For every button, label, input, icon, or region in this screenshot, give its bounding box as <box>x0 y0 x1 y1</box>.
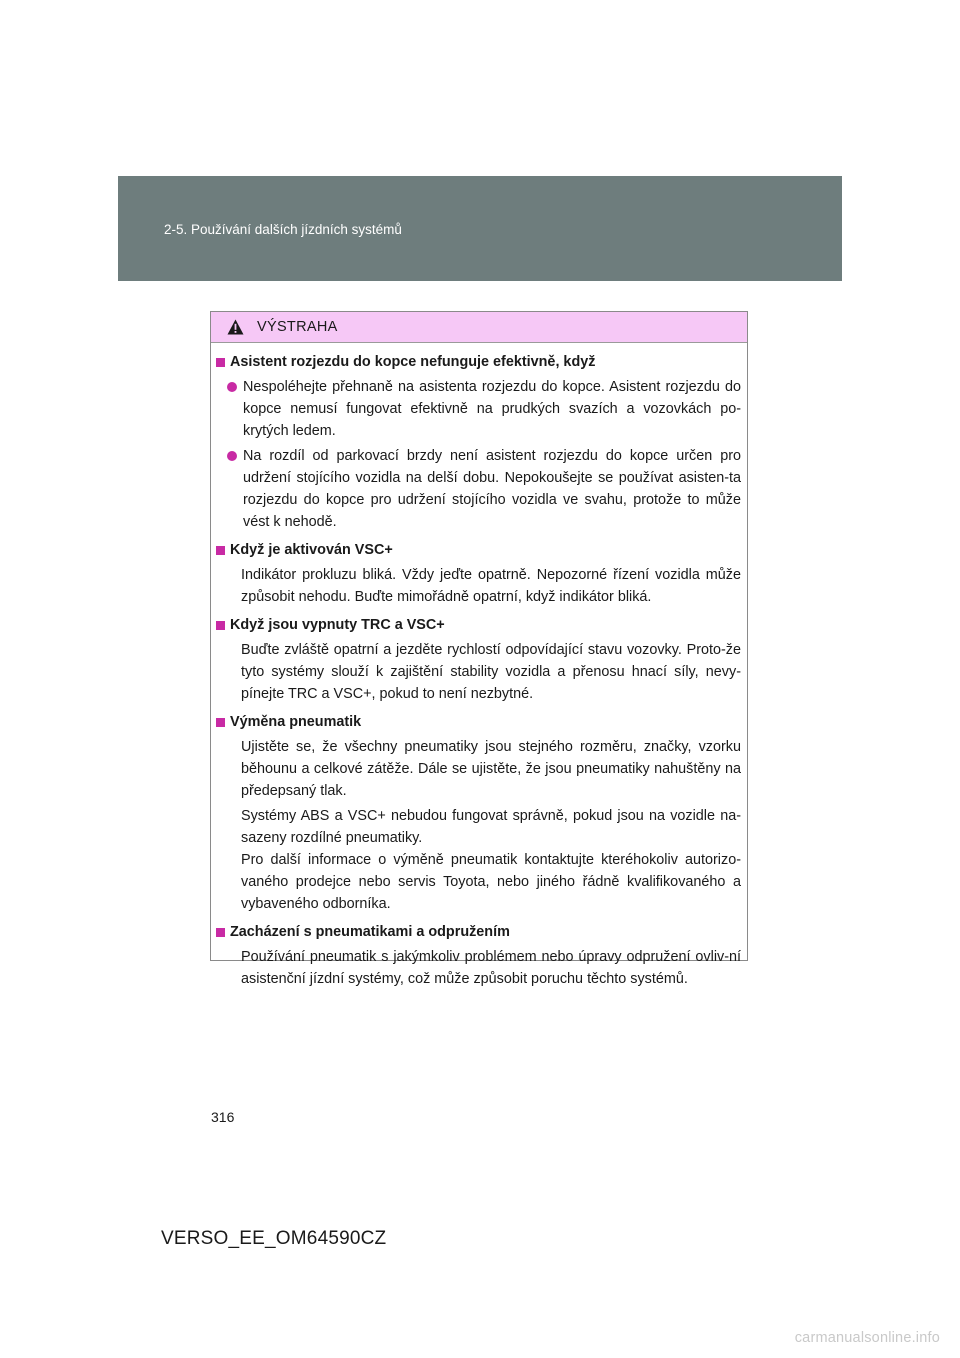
paragraph: Používání pneumatik s jakýmkoliv problémem nebo úpravy odpružení ovliv-ní asistenční jízdní systémy, což může způsobit poruchu těchto systémů. <box>241 949 741 987</box>
bullet-text: Na rozdíl od parkovací brzdy není asistent rozjezdu do kopce určen pro udržení stojícího vozidla na delší dobu. Nepokoušejte se používat asisten-ta rozjezdu do kopce pro udržení stojícího vozidla ve svahu, protože to může vést k nehodě. <box>243 448 741 530</box>
list-item <box>227 376 741 442</box>
section-heading: Když jsou vypnuty TRC a VSC+ <box>230 617 445 633</box>
round-bullet-icon <box>227 382 237 392</box>
square-bullet-icon <box>216 928 225 937</box>
footer-document-code: VERSO_EE_OM64590CZ <box>161 1228 387 1249</box>
round-bullet-icon <box>227 451 237 461</box>
square-bullet-icon <box>216 358 225 367</box>
square-bullet-icon <box>216 621 225 630</box>
warning-triangle-icon <box>227 319 244 335</box>
section-heading: Výměna pneumatik <box>230 714 362 730</box>
list-item <box>227 445 741 533</box>
bullet-text: Nespoléhejte přehnaně na asistenta rozjezdu do kopce. Asistent rozjezdu do kopce nemusí fungovat efektivně na prudkých svazích a vozovkách po-krytých ledem. <box>243 379 741 439</box>
watermark: carmanualsonline.info <box>794 1330 940 1346</box>
section-heading: Asistent rozjezdu do kopce nefunguje efektivně, když <box>230 354 596 370</box>
header-band <box>118 176 842 281</box>
warning-section-tire-replacement <box>216 712 741 915</box>
square-bullet-icon <box>216 718 225 727</box>
section-heading: Když je aktivován VSC+ <box>230 542 393 558</box>
warning-body <box>211 343 747 990</box>
warning-section-trc-vsc-off <box>216 615 741 705</box>
paragraph: Buďte zvláště opatrní a jezděte rychlostí odpovídající stavu vozovky. Proto-že tyto systémy slouží k zajištění stability vozidla a přenosu hnací síly, nevy-pínejte TRC a VSC+, pokud to není nezbytné. <box>241 642 741 702</box>
paragraph: Indikátor prokluzu bliká. Vždy jeďte opatrně. Nepozorné řízení vozidla může způsobit nehodu. Buďte mimořádně opatrní, když indikátor bliká. <box>241 567 741 605</box>
warning-section-tires-suspension <box>216 922 741 990</box>
warning-title: VÝSTRAHA <box>257 319 338 335</box>
square-bullet-icon <box>216 546 225 555</box>
warning-section-hill-start <box>216 352 741 533</box>
paragraph: Systémy ABS a VSC+ nebudou fungovat správně, pokud jsou na vozidle na-sazeny rozdílné pneumatiky. <box>241 808 741 846</box>
section-heading: Zacházení s pneumatikami a odpružením <box>230 924 510 940</box>
warning-header <box>211 312 747 343</box>
page-number: 316 <box>211 1109 235 1125</box>
paragraph: Ujistěte se, že všechny pneumatiky jsou stejného rozměru, značky, vzorku běhounu a celkové zátěže. Dále se ujistěte, že jsou pneumatiky nahuštěny na předepsaný tlak. <box>241 739 741 799</box>
warning-box <box>210 311 748 987</box>
warning-section-vsc-active <box>216 540 741 608</box>
section-title: 2-5. Používání dalších jízdních systémů <box>164 222 402 237</box>
paragraph: Pro další informace o výměně pneumatik kontaktujte kteréhokoliv autorizo-vaného prodejce nebo servis Toyota, nebo jiného řádně kvalifikovaného a vybaveného odborníka. <box>241 852 741 912</box>
